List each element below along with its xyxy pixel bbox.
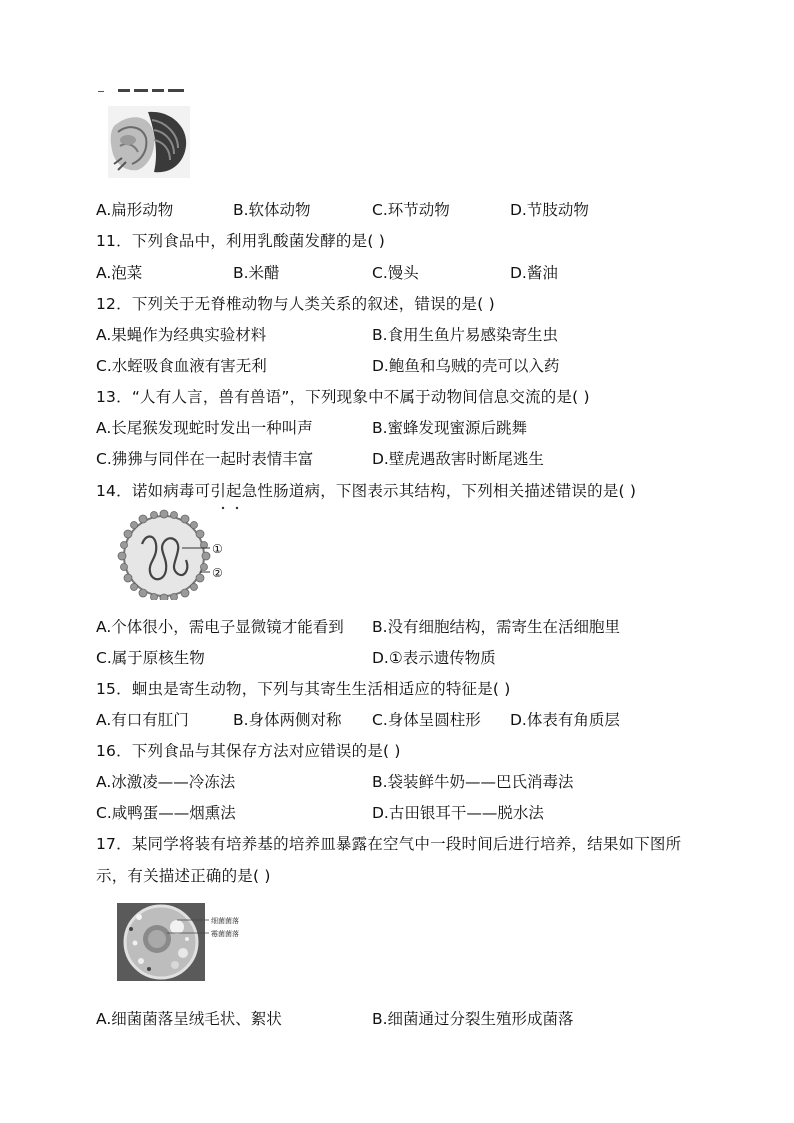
q13-option-a: A.长尾猴发现蛇时发出一种叫声 xyxy=(96,419,313,437)
q14-option-b: B.没有细胞结构，需寄生在活细胞里 xyxy=(372,618,621,636)
q12-option-d: D.鲍鱼和乌贼的壳可以入药 xyxy=(372,357,560,375)
q12-option-c: C.水蛭吸食血液有害无利 xyxy=(96,357,267,375)
cut-off-glyphs xyxy=(96,87,206,92)
cut-off-text xyxy=(96,82,206,92)
q10-option-d: D.节肢动物 xyxy=(510,201,589,219)
q13-option-c: C.狒狒与同伴在一起时表情丰富 xyxy=(96,450,314,468)
q15-option-a: A.有口有肛门 xyxy=(96,711,189,729)
q15-option-b: B.身体两侧对称 xyxy=(233,711,342,729)
q14-virus-figure xyxy=(112,504,242,600)
q11-option-d: D.酱油 xyxy=(510,264,558,282)
petri-dish-image xyxy=(117,903,277,983)
q14-option-c: C.属于原核生物 xyxy=(96,649,205,667)
q14-option-d: D.①表示遗传物质 xyxy=(372,649,496,667)
q16-option-c: C.咸鸭蛋——烟熏法 xyxy=(96,804,236,822)
q10-option-a: A.扁形动物 xyxy=(96,201,174,219)
q12-option-a: A.果蝇作为经典实验材料 xyxy=(96,326,267,344)
virus-label-1: ① xyxy=(212,542,223,556)
q16-option-a: A.冰激凌——冷冻法 xyxy=(96,773,236,791)
q10-option-b: B.软体动物 xyxy=(233,201,311,219)
q15-option-c: C.身体呈圆柱形 xyxy=(372,711,481,729)
q16-stem: 16．下列食品与其保存方法对应错误的是( ) xyxy=(96,742,401,760)
q12-stem: 12．下列关于无脊椎动物与人类关系的叙述，错误的是( ) xyxy=(96,295,495,313)
q13-option-d: D.壁虎遇敌害时断尾逃生 xyxy=(372,450,544,468)
virus-label-2: ② xyxy=(212,566,223,580)
q15-stem: 15．蛔虫是寄生动物，下列与其寄生生活相适应的特征是( ) xyxy=(96,680,511,698)
q15-option-d: D.体表有角质层 xyxy=(510,711,620,729)
q11-option-b: B.米醋 xyxy=(233,264,280,282)
q13-option-b: B.蜜蜂发现蜜源后跳舞 xyxy=(372,419,528,437)
q13-stem: 13．“人有人言，兽有兽语”，下列现象中不属于动物间信息交流的是( ) xyxy=(96,388,590,406)
q10-shell-figure xyxy=(108,106,190,178)
q11-option-c: C.馒头 xyxy=(372,264,419,282)
q17-option-b: B.细菌通过分裂生殖形成菌落 xyxy=(372,1010,574,1028)
q16-option-d: D.古田银耳干——脱水法 xyxy=(372,804,544,822)
q12-option-b: B.食用生鱼片易感染寄生虫 xyxy=(372,326,559,344)
q16-option-b: B.袋装鲜牛奶——巴氏消毒法 xyxy=(372,773,574,791)
q17-petri-dish-figure xyxy=(117,903,277,983)
virus-diagram xyxy=(112,504,242,600)
q11-stem: 11．下列食品中，利用乳酸菌发酵的是( ) xyxy=(96,232,385,250)
q17-stem-line2: 示，有关描述正确的是( ) xyxy=(96,867,271,885)
q17-option-a: A.细菌菌落呈绒毛状、絮状 xyxy=(96,1010,282,1028)
q11-option-a: A.泡菜 xyxy=(96,264,143,282)
q14-stem: 14．诺如病毒可引起急性肠道病，下图表示其结构，下列相关描述错误的是( ) xyxy=(96,482,637,500)
petri-label-mold: 霉菌菌落 xyxy=(211,930,239,938)
shell-image xyxy=(108,106,190,178)
q10-option-c: C.环节动物 xyxy=(372,201,450,219)
q17-stem-line1: 17．某同学将装有培养基的培养皿暴露在空气中一段时间后进行培养，结果如下图所 xyxy=(96,835,682,853)
q14-option-a: A.个体很小，需电子显微镜才能看到 xyxy=(96,618,344,636)
petri-label-bacteria: 细菌菌落 xyxy=(211,917,239,925)
